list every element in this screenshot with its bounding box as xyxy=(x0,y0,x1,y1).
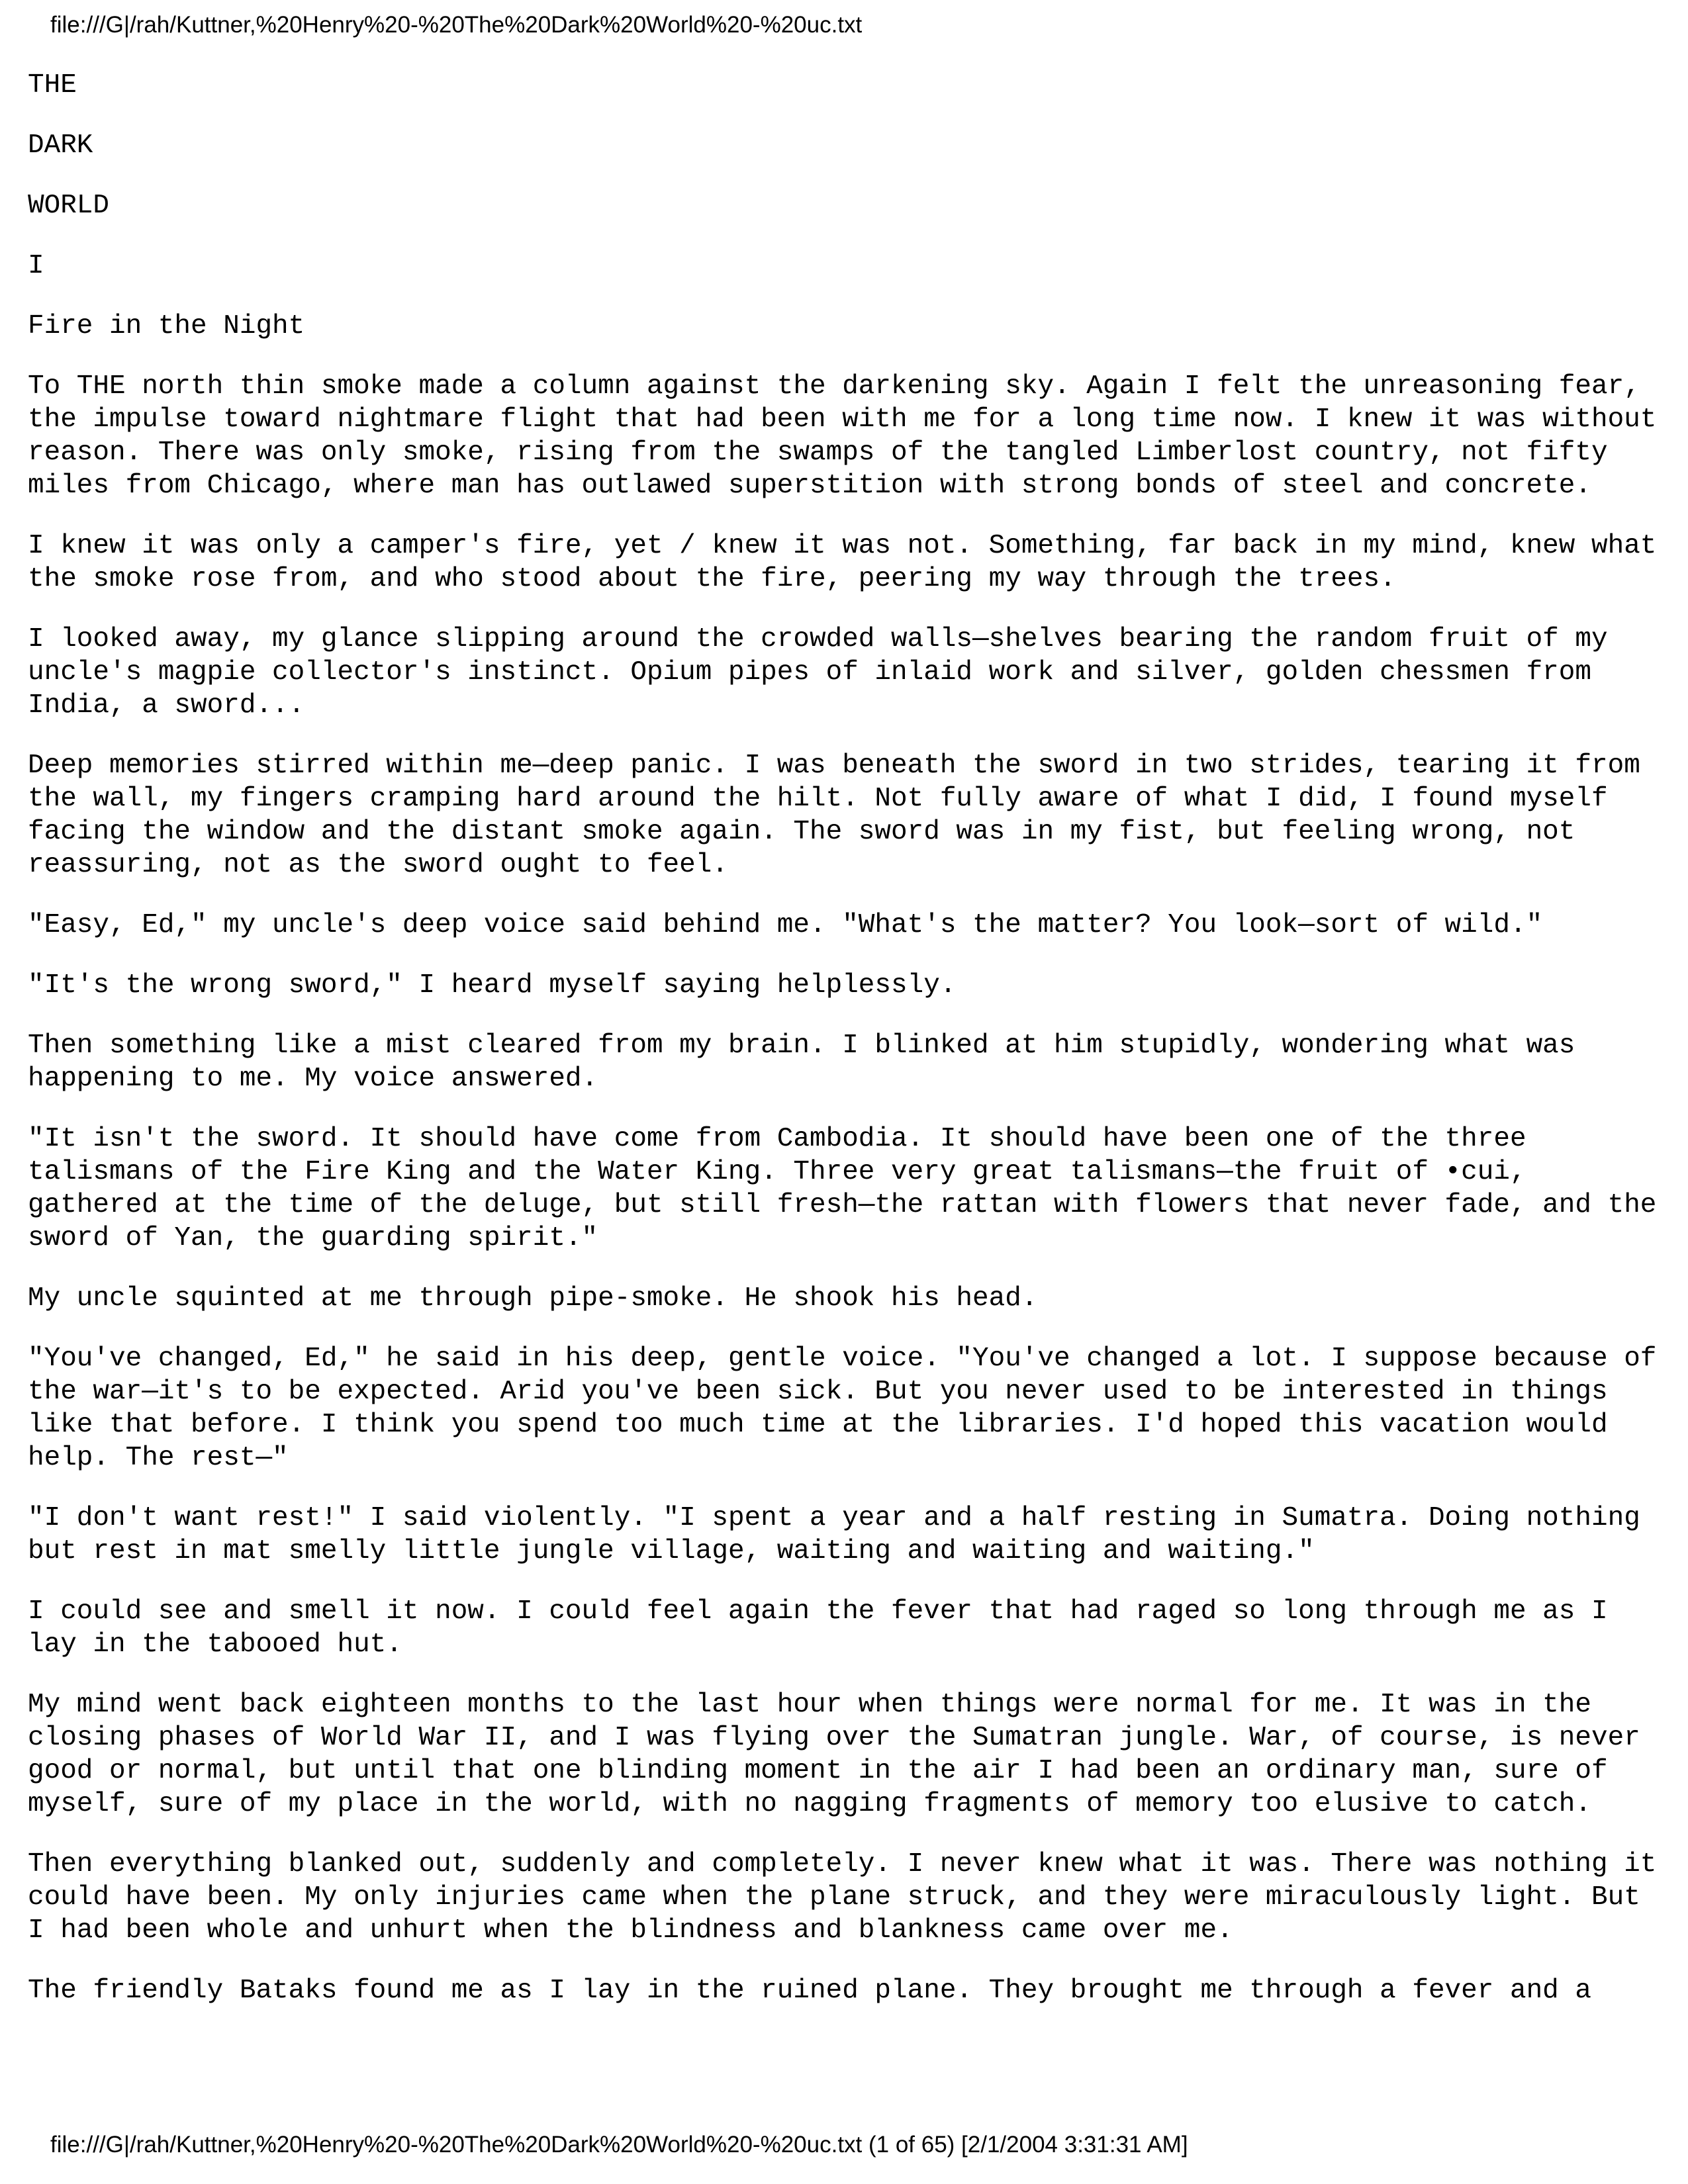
paragraph: To THE north thin smoke made a column against the darkening sky. Again I felt the unreasoning fear, the impulse toward nightmare flight that had been with me for a long time now. I knew it was without reason. There was only smoke, rising from the swamps of the tangled Limberlost country, not fifty miles from Chicago, where man has outlawed superstition with strong bonds of steel and concrete. xyxy=(28,371,1657,501)
paragraph: Then everything blanked out, suddenly and completely. I never knew what it was. There was nothing it could have been. My only injuries came when the plane struck, and they were miraculously light. But I had been whole and unhurt when the blindness and blankness came over me. xyxy=(28,1849,1657,1946)
chapter-title: Fire in the Night xyxy=(28,311,305,341)
paragraph: "You've changed, Ed," he said in his deep, gentle voice. "You've changed a lot. I suppose because of the war—it's to be expected. Arid you've been sick. But you never used to be interested in things like that before. I think you spend too much time at the libraries. I'd hoped this vacation would help. The rest—" xyxy=(28,1343,1657,1473)
book-title-line: WORLD xyxy=(28,191,110,221)
book-title-line: THE xyxy=(28,70,77,101)
print-header-url: file:///G|/rah/Kuttner,%20Henry%20-%20The%20Dark%20World%20-%20uc.txt xyxy=(50,12,863,38)
paragraph: "Easy, Ed," my uncle's deep voice said behind me. "What's the matter? You look—sort of wild." xyxy=(28,910,1543,940)
paragraph: My uncle squinted at me through pipe-smoke. He shook his head. xyxy=(28,1283,1038,1314)
paragraph: The friendly Bataks found me as I lay in the ruined plane. They brought me through a fever and a xyxy=(28,1976,1591,2006)
paragraph: I knew it was only a camper's fire, yet / knew it was not. Something, far back in my mind, knew what the smoke rose from, and who stood about the fire, peering my way through the trees. xyxy=(28,531,1657,594)
paragraph: I could see and smell it now. I could feel again the fever that had raged so long through me as I lay in the tabooed hut. xyxy=(28,1596,1608,1660)
chapter-number: I xyxy=(28,251,44,281)
print-footer: file:///G|/rah/Kuttner,%20Henry%20-%20The%20Dark%20World%20-%20uc.txt (1 of 65) [2/1/2004 3:31:31 AM] xyxy=(50,2132,1188,2158)
paragraph: My mind went back eighteen months to the last hour when things were normal for me. It was in the closing phases of World War II, and I was flying over the Sumatran jungle. War, of course, is never good or normal, but until that one blinding moment in the air I had been an ordinary man, sure of myself, sure of my place in the world, with no nagging fragments of memory too elusive to catch. xyxy=(28,1690,1640,1819)
paragraph: Then something like a mist cleared from my brain. I blinked at him stupidly, wondering what was happening to me. My voice answered. xyxy=(28,1030,1575,1094)
paragraph: "It's the wrong sword," I heard myself saying helplessly. xyxy=(28,970,957,1001)
paragraph: I looked away, my glance slipping around the crowded walls—shelves bearing the random fruit of my uncle's magpie collector's instinct. Opium pipes of inlaid work and silver, golden chessmen from India, a sword... xyxy=(28,624,1608,721)
document-body xyxy=(28,69,1663,2034)
paragraph: "It isn't the sword. It should have come from Cambodia. It should have been one of the three talismans of the Fire King and the Water King. Three very great talismans—the fruit of •cui, gathered at the time of the deluge, but still fresh—the rattan with flowers that never fade, and the sword of Yan, the guarding spirit." xyxy=(28,1124,1657,1253)
paragraph: Deep memories stirred within me—deep panic. I was beneath the sword in two strides, tearing it from the wall, my fingers cramping hard around the hilt. Not fully aware of what I did, I found myself facing the window and the distant smoke again. The sword was in my fist, but feeling wrong, not reassuring, not as the sword ought to feel. xyxy=(28,751,1640,880)
paragraph: "I don't want rest!" I said violently. "I spent a year and a half resting in Sumatra. Doing nothing but rest in mat smelly little jungle village, waiting and waiting and waiting." xyxy=(28,1503,1640,1567)
book-title-line: DARK xyxy=(28,130,93,161)
